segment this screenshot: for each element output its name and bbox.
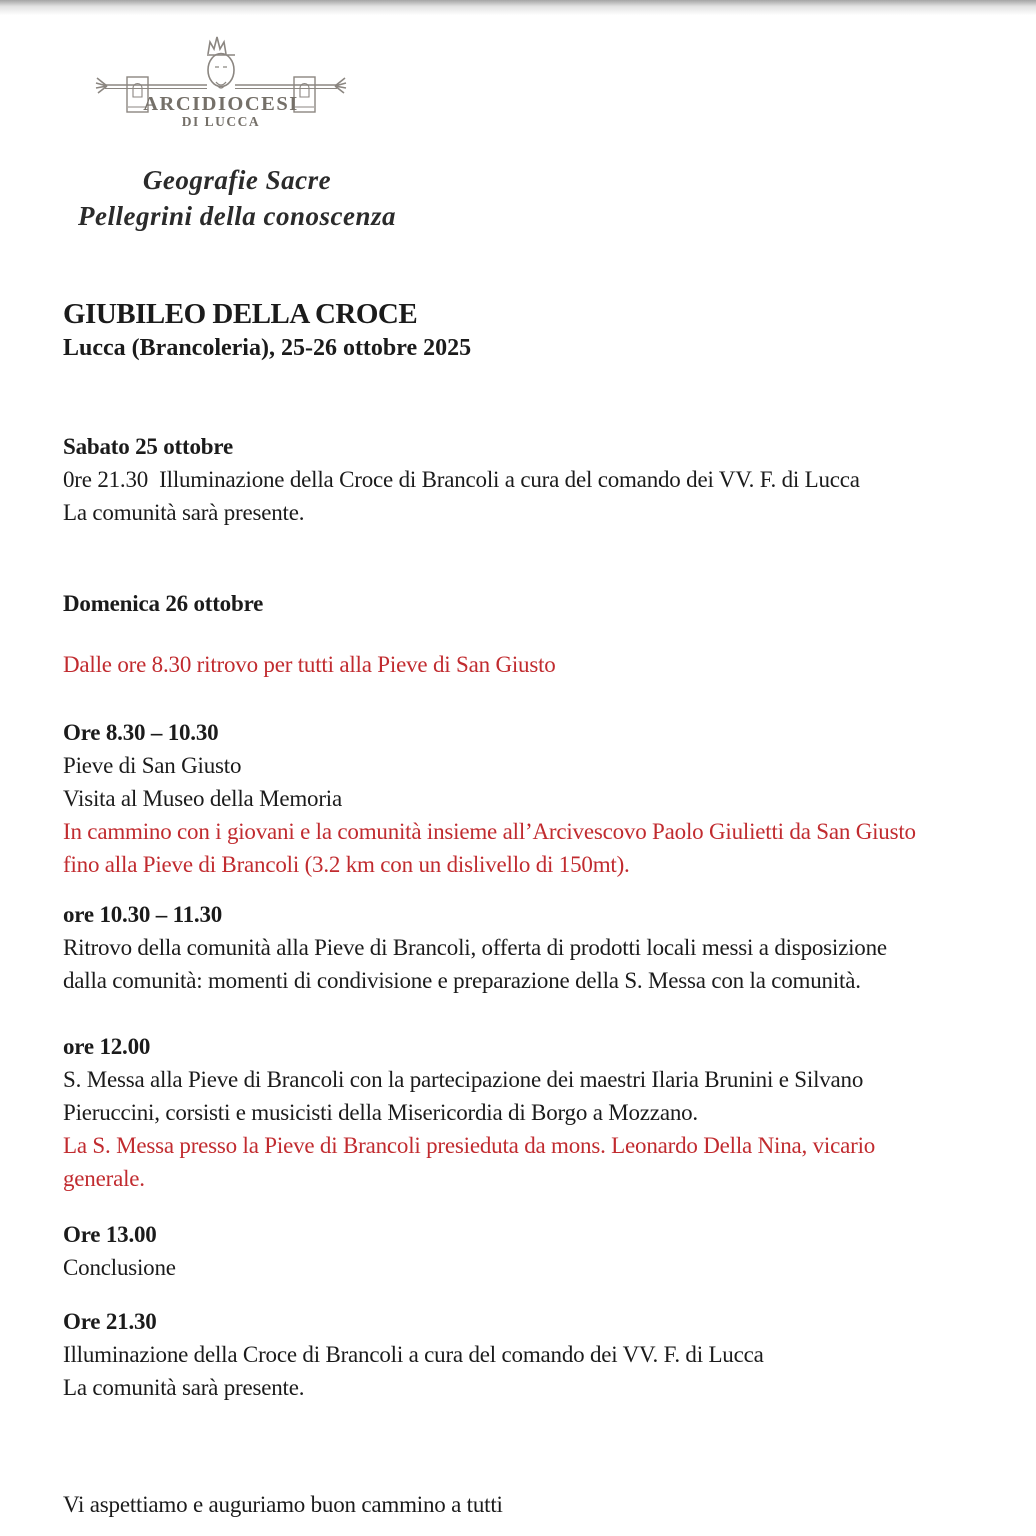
tagline-line-1: Geografie Sacre xyxy=(142,165,332,195)
section-sunday xyxy=(63,587,1020,620)
event-line: La comunità sarà presente. xyxy=(63,500,305,525)
event-highlight: generale. xyxy=(63,1166,145,1191)
logo-org-name: ARCIDIOCESI xyxy=(143,93,299,115)
diocese-logo xyxy=(95,30,347,130)
event-line: 0re 21.30 Illuminazione della Croce di Brancoli a cura del comando dei VV. F. di Lucca xyxy=(63,467,860,492)
closing-message-wrap xyxy=(63,1488,1020,1521)
event-highlight: La S. Messa presso la Pieve di Brancoli presieduta da mons. Leonardo Della Nina, vicario xyxy=(63,1133,876,1158)
page-edge-shadow xyxy=(0,0,1036,16)
event-line: Ritrovo della comunità alla Pieve di Brancoli, offerta di prodotti locali messi a disposizione xyxy=(63,935,887,960)
schedule-slot-5 xyxy=(63,1305,1020,1404)
event-highlight: fino alla Pieve di Brancoli (3.2 km con un dislivello di 150mt). xyxy=(63,852,630,877)
day-heading: Domenica 26 ottobre xyxy=(63,591,264,616)
event-time: ore 10.30 – 11.30 xyxy=(63,902,223,927)
event-line: Pieruccini, corsisti e musicisti della Misericordia di Borgo a Mozzano. xyxy=(63,1100,698,1125)
schedule-slot-1 xyxy=(63,716,1020,881)
page-title: GIUBILEO DELLA CROCE xyxy=(63,298,418,330)
event-time: Ore 21.30 xyxy=(63,1309,157,1334)
page-subtitle: Lucca (Brancoleria), 25-26 ottobre 2025 xyxy=(63,335,472,361)
tagline-line-2: Pellegrini della conoscenza xyxy=(78,201,396,231)
schedule-slot-4 xyxy=(63,1218,1020,1284)
event-time: ore 12.00 xyxy=(63,1034,151,1059)
logo-org-place: DI LUCCA xyxy=(181,114,261,129)
event-line: Pieve di San Giusto xyxy=(63,753,242,778)
event-flyer-document xyxy=(0,30,1036,1521)
event-line: dalla comunità: momenti di condivisione e preparazione della S. Messa con la comunità. xyxy=(63,968,861,993)
closing-message: Vi aspettiamo e auguriamo buon cammino a tutti xyxy=(63,1492,503,1517)
left-hand-icon xyxy=(96,78,107,93)
document-header xyxy=(63,296,1020,364)
event-time: Ore 8.30 – 10.30 xyxy=(63,720,219,745)
day-heading: Sabato 25 ottobre xyxy=(63,434,233,459)
event-line: S. Messa alla Pieve di Brancoli con la partecipazione dei maestri Ilaria Brunini e Silvano xyxy=(63,1067,864,1092)
section-saturday xyxy=(63,430,1020,529)
schedule-slot-2 xyxy=(63,898,1020,997)
program-tagline xyxy=(63,162,411,234)
event-line: Illuminazione della Croce di Brancoli a cura del comando dei VV. F. di Lucca xyxy=(63,1342,764,1367)
event-line: Visita al Museo della Memoria xyxy=(63,786,342,811)
event-time: Ore 13.00 xyxy=(63,1222,157,1247)
event-line: Conclusione xyxy=(63,1255,176,1280)
crown-icon xyxy=(208,37,226,54)
schedule-slot-3 xyxy=(63,1030,1020,1195)
event-highlight: In cammino con i giovani e la comunità insieme all’Arcivescovo Paolo Giulietti da San Giusto xyxy=(63,819,916,844)
event-line: La comunità sarà presente. xyxy=(63,1375,305,1400)
right-hand-icon xyxy=(335,78,346,93)
sunday-notice xyxy=(63,648,1020,681)
volto-santo-emblem-icon xyxy=(95,30,347,130)
meeting-notice: Dalle ore 8.30 ritrovo per tutti alla Pieve di San Giusto xyxy=(63,652,556,677)
